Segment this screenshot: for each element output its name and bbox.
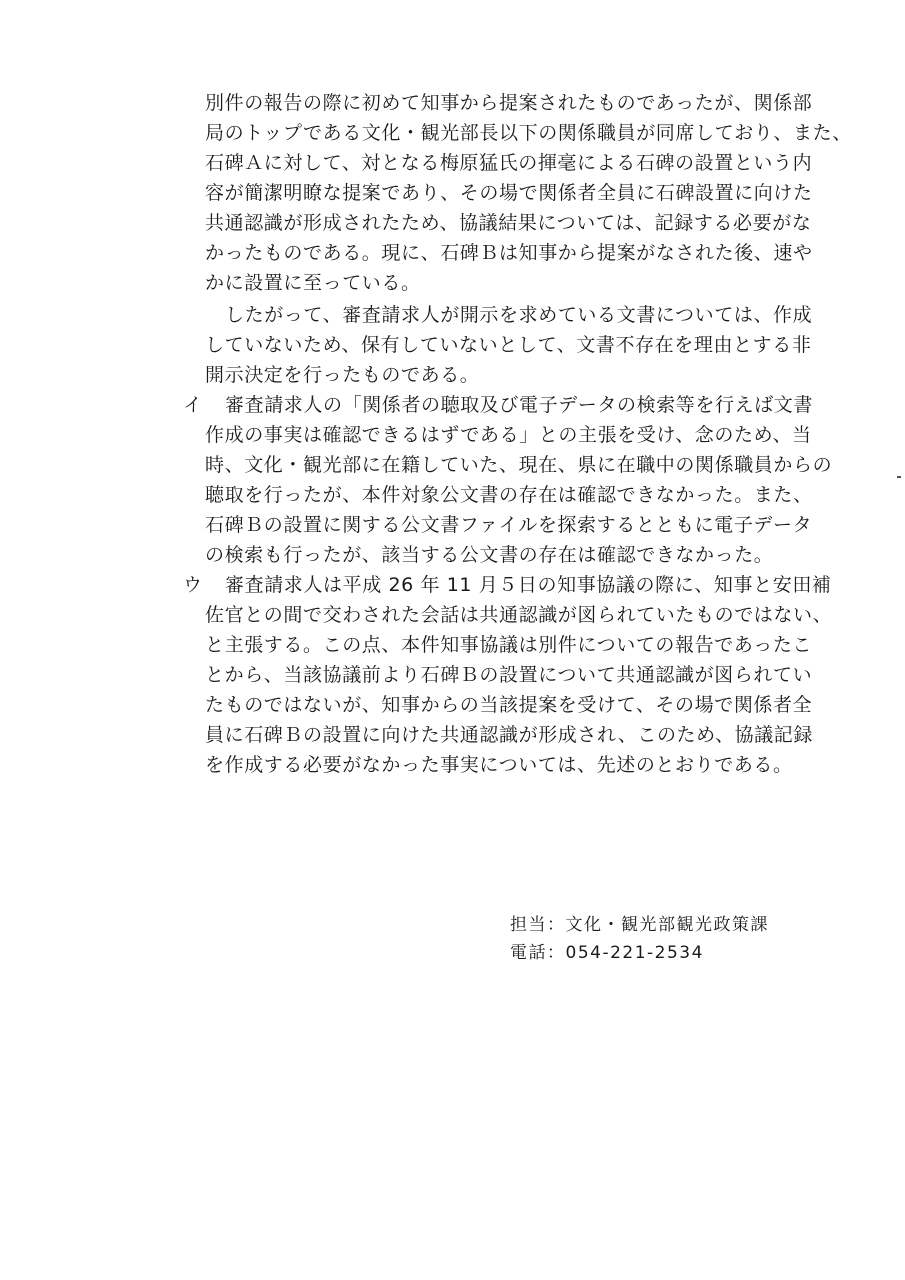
text-line: 審査請求人は平成 26 年 11 月５日の知事協議の際に、知事と安田補 xyxy=(225,574,832,596)
text-line: の検索も行ったが、該当する公文書の存在は確認できなかった。 xyxy=(205,544,774,566)
text-line: 開示決定を行ったものである。 xyxy=(205,364,480,386)
text-line: したがって、審査請求人が開示を求めている文書については、作成 xyxy=(225,304,813,326)
text-line: していないため、保有していないとして、文書不存在を理由とする非 xyxy=(205,334,812,356)
text-line: たものではないが、知事からの当該提案を受けて、その場で関係者全 xyxy=(205,694,813,716)
text-line: 時、文化・観光部に在籍していた、現在、県に在職中の関係職員からの xyxy=(205,454,833,476)
text-line: 共通認識が形成されたため、協議結果については、記録する必要がな xyxy=(205,212,812,234)
text-line: と主張する。この点、本件知事協議は別件についての報告であったこ xyxy=(205,634,813,656)
text-line: とから、当該協議前より石碑Ｂの設置について共通認識が図られてい xyxy=(205,664,813,686)
item-marker: イ xyxy=(183,394,203,416)
text-line: 作成の事実は確認できるはずである」との主張を受け、念のため、当 xyxy=(205,424,812,446)
text-line: 佐官との間で交わされた会話は共通認識が図られていたものではない、 xyxy=(205,604,833,626)
text-line: 員に石碑Ｂの設置に向けた共通認識が形成され、このため、協議記録 xyxy=(205,724,813,746)
contact-department: 担当：文化・観光部観光政策課 xyxy=(510,915,769,935)
text-line: 容が簡潔明瞭な提案であり、その場で関係者全員に石碑設置に向けた xyxy=(205,182,813,204)
item-marker: ウ xyxy=(183,574,203,596)
text-line: 局のトップである文化・観光部長以下の関係職員が同席しており、また、 xyxy=(205,122,852,144)
text-line: 審査請求人の「関係者の聴取及び電子データの検索等を行えば文書 xyxy=(225,394,814,416)
text-line: かに設置に至っている。 xyxy=(205,272,421,294)
text-line: かったものである。現に、石碑Ｂは知事から提案がなされた後、速や xyxy=(205,242,813,264)
scan-edge-mark xyxy=(897,476,901,478)
contact-phone: 電話：054-221-2534 xyxy=(510,943,704,963)
text-line: 別件の報告の際に初めて知事から提案されたものであったが、関係部 xyxy=(205,92,813,114)
text-line: を作成する必要がなかった事実については、先述のとおりである。 xyxy=(205,754,793,776)
text-line: 聴取を行ったが、本件対象公文書の存在は確認できなかった。また、 xyxy=(205,484,813,506)
text-line: 石碑Ａに対して、対となる梅原猛氏の揮毫による石碑の設置という内 xyxy=(205,152,813,174)
text-line: 石碑Ｂの設置に関する公文書ファイルを探索するとともに電子データ xyxy=(205,514,813,536)
